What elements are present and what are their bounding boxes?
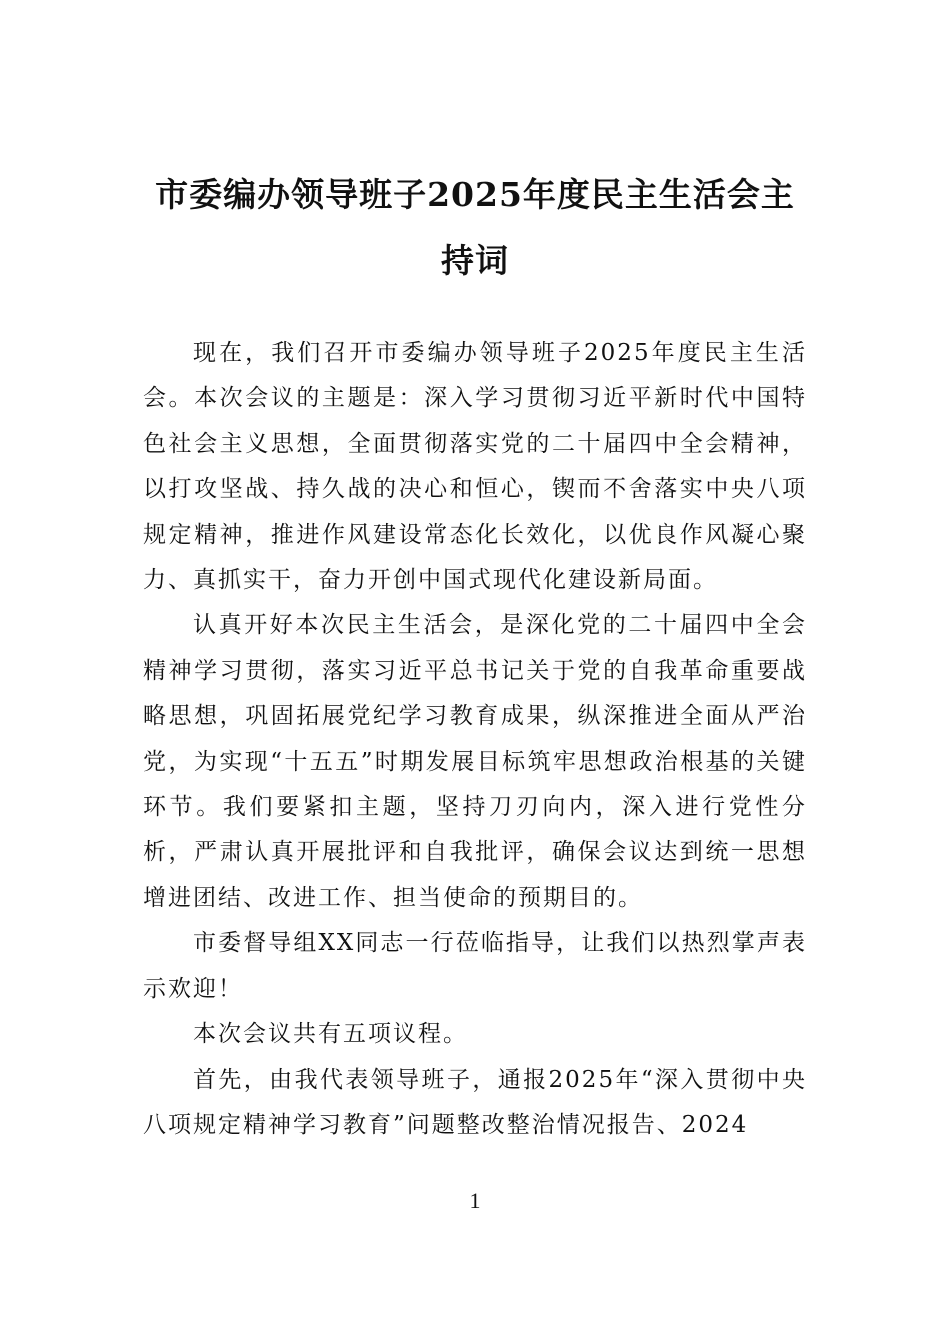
document-body [143,331,807,1148]
paragraph-agenda-count: 本次会议共有五项议程。 [193,1021,468,1048]
page-number: 1 [469,1188,481,1213]
paragraph-opening: 现在，我们召开市委编办领导班子2025年度民主生活会。本次会议的主题是：深入学习贯彻习近平新时代中国特色社会主义思想，全面贯彻落实党的二十届四中全会精神，以打攻坚战、持久战的决心和恒心，锲而不舍落实中央八项规定精神，推进作风建设常态化长效化，以优良作风凝心聚力、真抓实干，奋力开创中国式现代化建设新局面。 [143,340,807,594]
title-line-1: 市委编办领导班子2025年度民主生活会主 [155,175,795,214]
document-title [140,162,810,294]
paragraph-first-item: 首先，由我代表领导班子，通报2025年“深入贯彻中央八项规定精神学习教育”问题整改整治情况报告、2024 [143,1066,807,1138]
paragraph-welcome: 市委督导组XX同志一行莅临指导，让我们以热烈掌声表示欢迎！ [143,930,807,1002]
paragraph-significance: 认真开好本次民主生活会，是深化党的二十届四中全会精神学习贯彻，落实习近平总书记关于党的自我革命重要战略思想，巩固拓展党纪学习教育成果，纵深推进全面从严治党，为实现“十五五”时期发展目标筑牢思想政治根基的关键环节。我们要紧扣主题，坚持刀刃向内，深入进行党性分析，严肃认真开展批评和自我批评，确保会议达到统一思想增进团结、改进工作、担当使命的预期目的。 [143,612,807,911]
title-line-2: 持词 [441,241,509,280]
